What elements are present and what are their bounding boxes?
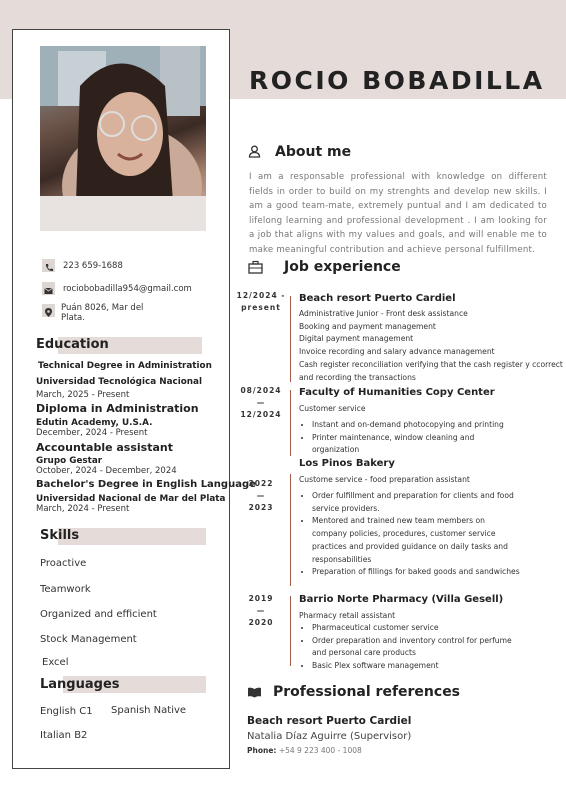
job-company: Beach resort Puerto Cardiel [299, 293, 456, 304]
education-title: Diploma in Administration [36, 402, 199, 415]
skill-item: Stock Management [40, 634, 137, 645]
job-company: Faculty of Humanities Copy Center [299, 387, 495, 398]
briefcase-icon [248, 260, 263, 274]
education-heading: Education [36, 337, 109, 352]
job-role: Custome service - food preparation assistant [299, 475, 470, 484]
user-icon [248, 145, 261, 158]
location-pin-icon [42, 304, 55, 317]
language-item: Spanish Native [111, 705, 187, 716]
education-school: Edutin Academy, U.S.A. [36, 418, 153, 428]
job-details: Administrative Junior - Front desk assistance Booking and payment management Digital payment management Invoice recording and salary advance management Cash register reconciliation verifying that the cash register y ccorrect and recording the transactions [299, 309, 563, 382]
job-role: Pharmacy retail assistant [299, 611, 396, 620]
education-school: Universidad Tecnológica Nacional [36, 377, 202, 387]
skill-item: Teamwork [40, 584, 91, 595]
job-date-range: 08/2024 — 12/2024 [240, 386, 282, 419]
timeline-line [290, 474, 291, 586]
reference-company: Beach resort Puerto Cardiel [247, 715, 412, 727]
education-title: Bachelor's Degree in English Language [36, 479, 256, 490]
education-school: Grupo Gestar [36, 456, 103, 466]
job-company: Barrio Norte Pharmacy (Villa Gesell) [299, 594, 504, 605]
reference-person: Natalia Díaz Aguirre (Supervisor) [247, 731, 412, 742]
skills-heading-band [58, 528, 206, 545]
education-title: Accountable assistant [36, 441, 173, 454]
skills-heading: Skills [40, 528, 80, 543]
about-heading: About me [275, 144, 352, 160]
timeline-line [290, 390, 291, 456]
candidate-name: ROCIO BOBADILLA [249, 66, 545, 95]
book-icon [247, 686, 262, 698]
education-title: Technical Degree in Administration [38, 361, 212, 371]
experience-heading: Job experience [284, 259, 401, 275]
skill-item: Excel [42, 657, 69, 668]
education-date: October, 2024 - December, 2024 [36, 466, 177, 476]
about-text: I am a responsable professional with knowledge on different fields in order to build on my strenghts and develop new skills. I am a good team-mate, extremely puntual and I am dedicated to lifelong learning and professional development . I am looking for a job that aligns with my values and goals, and will enable me to make meaningful contribution and achieve personal fulfillment. [249, 172, 547, 255]
language-item: Italian B2 [40, 730, 88, 741]
languages-heading: Languages [40, 677, 120, 692]
contact-phone: 223 659-1688 [63, 261, 123, 271]
job-date-range: 12/2024 - present [236, 291, 286, 312]
job-company: Los Pinos Bakery [299, 458, 395, 469]
skill-item: Organized and efficient [40, 609, 157, 620]
phone-icon [42, 259, 55, 272]
job-date-range: 2019 — 2020 [248, 594, 274, 627]
job-date-range: 2022 — 2023 [248, 479, 274, 512]
profile-photo [40, 46, 206, 231]
contact-email: rociobobadilla954@gmail.com [63, 284, 192, 294]
timeline-line [290, 296, 291, 382]
references-heading: Professional references [273, 684, 461, 700]
education-date: March, 2025 - Present [36, 390, 130, 400]
job-bullets: • Pharmaceutical customer service • Order preparation and inventory control for perfume and personal care products • Basic Plex software management [300, 622, 525, 673]
timeline-line [290, 596, 291, 666]
education-school: Universidad Nacional de Mar del Plata [36, 494, 226, 504]
job-role: Customer service [299, 404, 366, 413]
reference-phone: Phone: +54 9 223 400 - 1008 [247, 746, 362, 755]
job-bullets: • Instant and on-demand photocopying and printing • Printer maintenance, window cleaning and organization [300, 419, 520, 457]
skill-item: Proactive [40, 558, 87, 569]
contact-address: Puán 8026, Mar del Plata. [61, 303, 144, 323]
job-bullets: • Order fulfillment and preparation for clients and food service providers. • Mentored and trained new team members on company policies, procedures, customer service practices and provided guidance on daily tasks and responsabilities • Preparation of fillings for baked goods and sandwiches [300, 490, 522, 579]
education-date: December, 2024 - Present [36, 428, 148, 438]
language-item: English C1 [40, 706, 93, 717]
email-icon [42, 282, 55, 295]
education-date: March, 2024 - Present [36, 504, 130, 514]
